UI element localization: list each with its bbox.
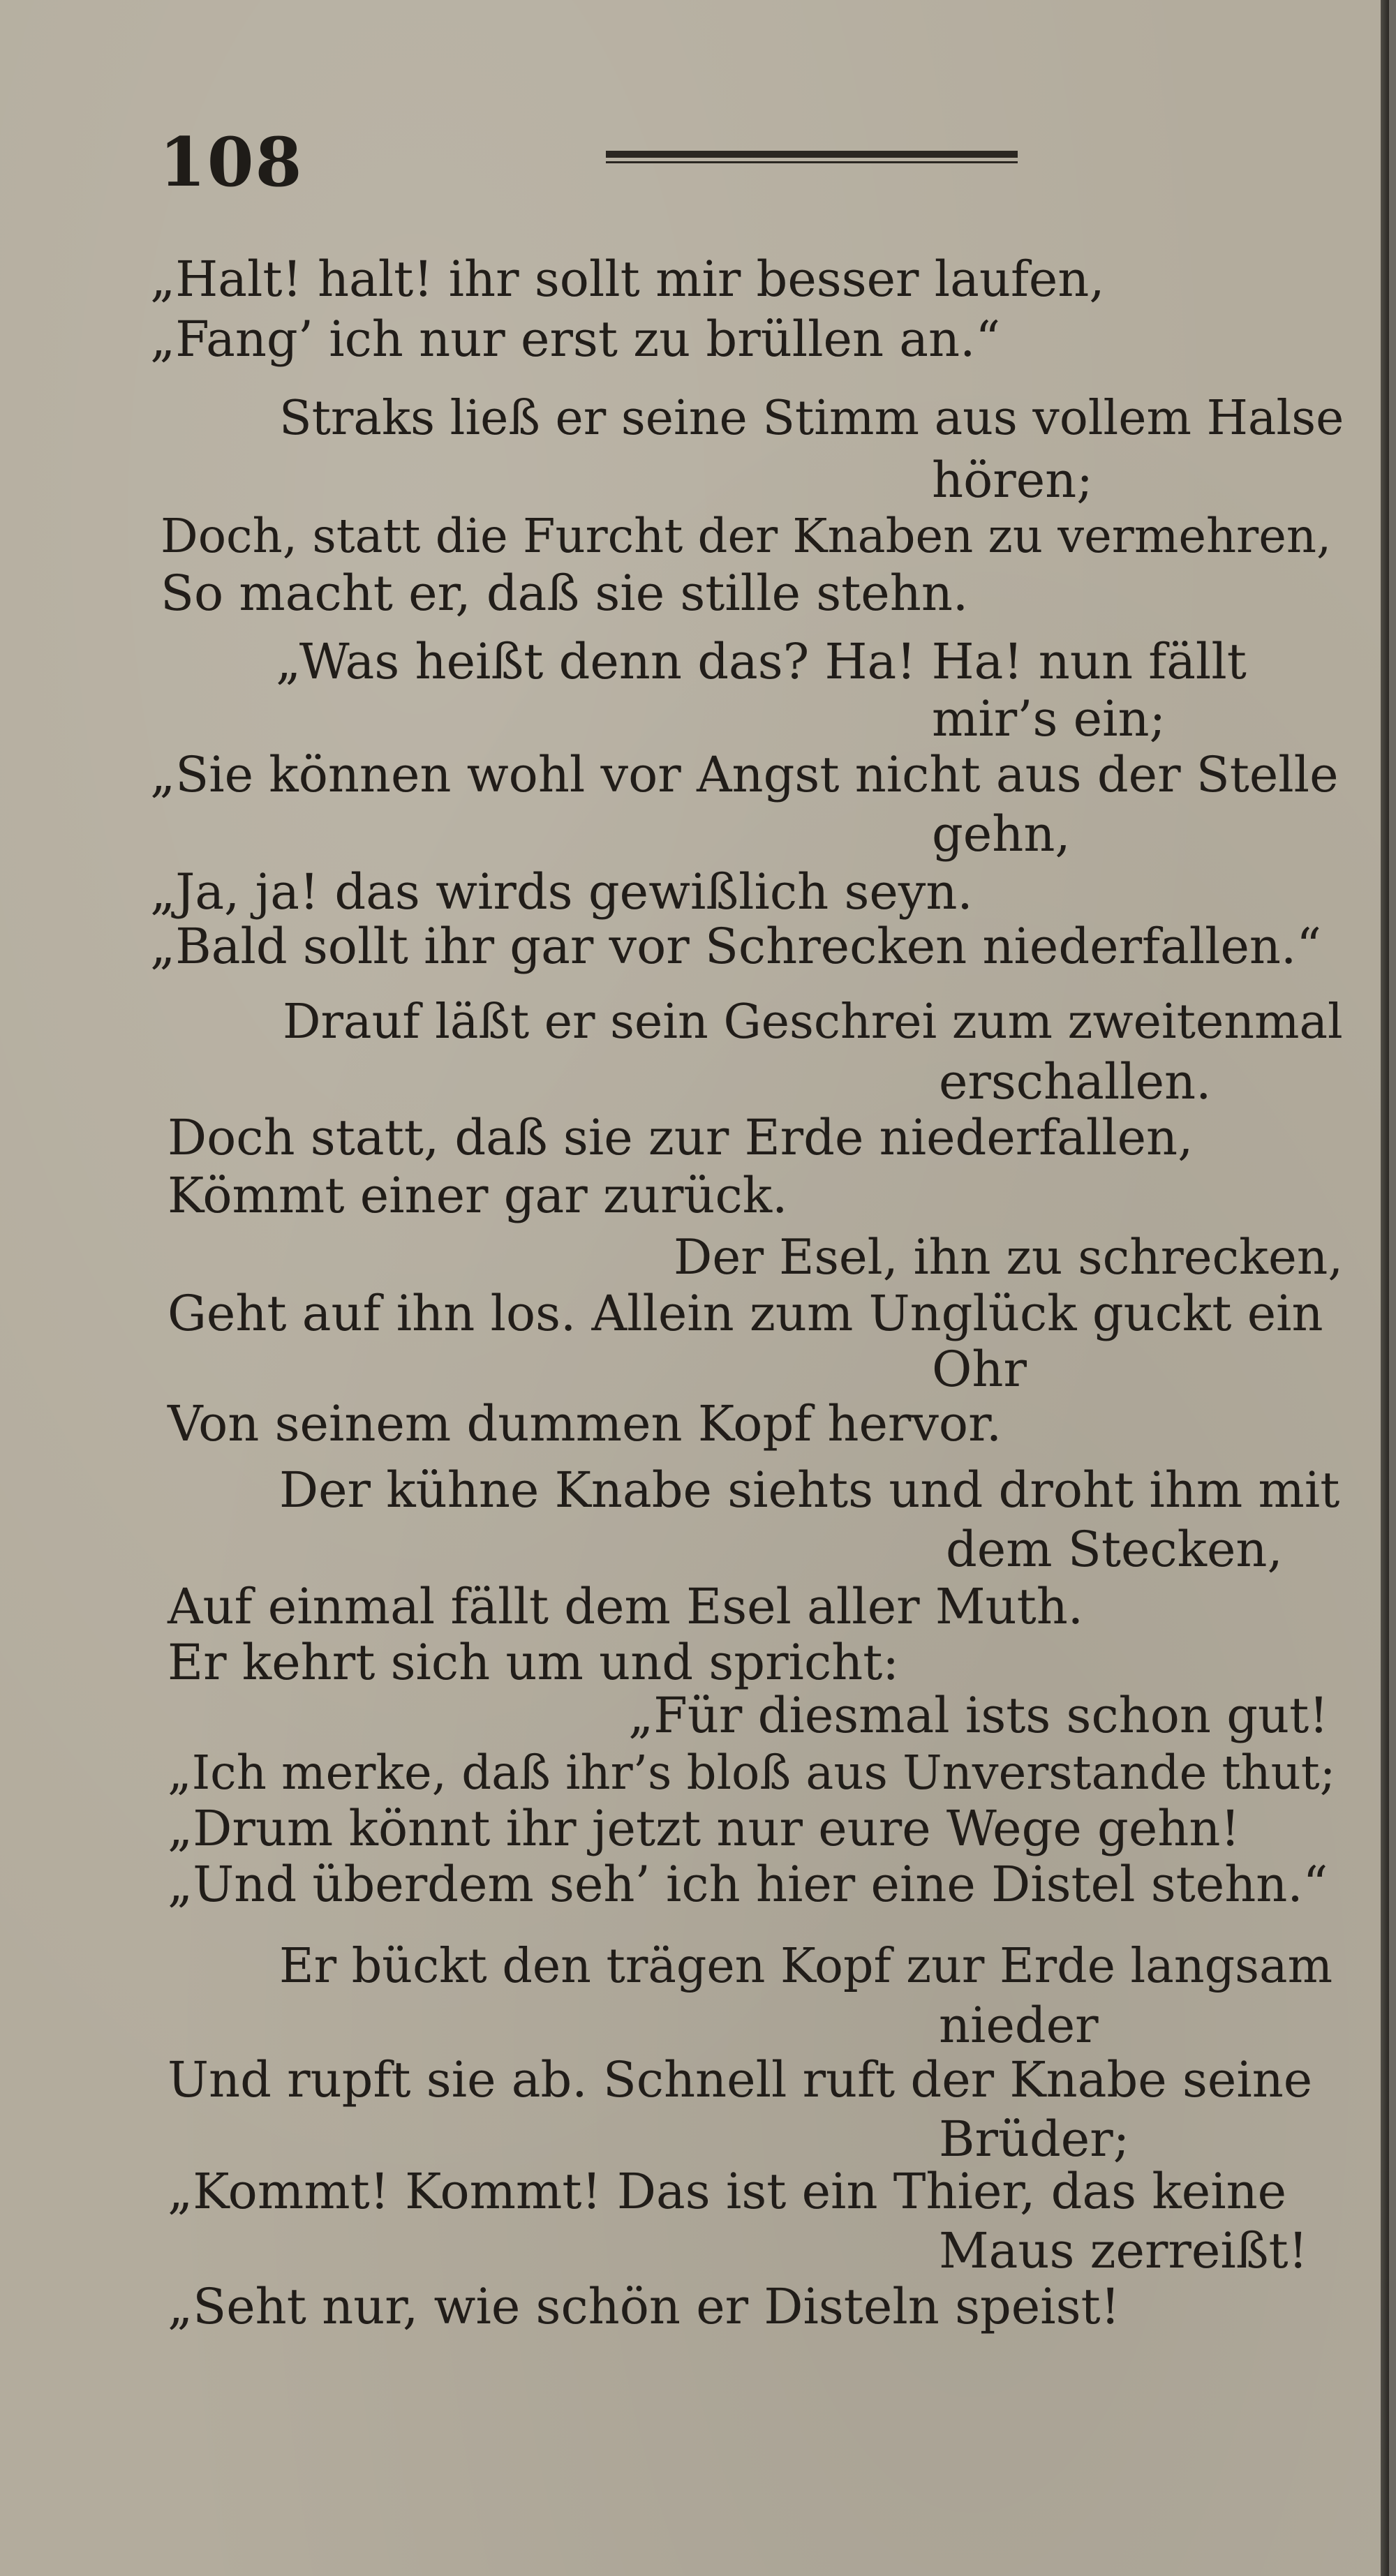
poem-line: „Fang’ ich nur erst zu brüllen an.“ xyxy=(150,311,1001,368)
poem-line: „Halt! halt! ihr sollt mir besser laufen, xyxy=(150,251,1105,308)
poem-line: Drauf läßt er sein Geschrei zum zweitenmal xyxy=(283,995,1343,1050)
page-header xyxy=(159,124,1276,201)
poem-line: „Seht nur, wie schön er Disteln speist! xyxy=(168,2278,1120,2335)
poem-line: „Ja, ja! das wirds gewißlich seyn. xyxy=(150,863,973,921)
poem-line: „Und überdem seh’ ich hier eine Distel stehn.“ xyxy=(168,1856,1328,1913)
poem-line: „Was heißt denn das? Ha! Ha! nun fällt xyxy=(276,633,1247,690)
poem-line: Er kehrt sich um und spricht: xyxy=(168,1634,899,1691)
poem-line: Ohr xyxy=(932,1341,1027,1398)
page-number: 108 xyxy=(159,123,304,202)
header-rule xyxy=(606,151,1018,163)
poem-line: mir’s ein; xyxy=(932,690,1166,747)
poem-line: „Sie können wohl vor Angst nicht aus der Stelle xyxy=(150,746,1339,803)
poem-line: So macht er, daß sie stille stehn. xyxy=(161,565,969,622)
poem-line: „Ich merke, daß ihr’s bloß aus Unverstande thut; xyxy=(168,1745,1336,1800)
poem-line: nieder xyxy=(939,1997,1099,2054)
poem-line: Er bückt den trägen Kopf zur Erde langsam xyxy=(279,1939,1333,1994)
poem-line: erschallen. xyxy=(939,1053,1212,1110)
poem-line: Doch, statt die Furcht der Knaben zu vermehren, xyxy=(161,509,1332,563)
poem-line: Der kühne Knabe siehts und droht ihm mit xyxy=(279,1461,1340,1519)
poem-line: hören; xyxy=(932,452,1093,509)
poem-line: Geht auf ihn los. Allein zum Unglück guckt ein xyxy=(168,1285,1323,1342)
poem-line: Der Esel, ihn zu schrecken, xyxy=(674,1230,1344,1286)
page-edge-shadow xyxy=(1381,0,1389,2576)
poem-line: gehn, xyxy=(932,805,1071,863)
poem-line: Brüder; xyxy=(939,2110,1130,2168)
poem-line: Maus zerreißt! xyxy=(939,2222,1308,2279)
poem-line: Kömmt einer gar zurück. xyxy=(168,1167,788,1224)
poem-line: dem Stecken, xyxy=(946,1521,1283,1578)
poem-line: Von seinem dummen Kopf hervor. xyxy=(168,1395,1002,1452)
poem-line: Und rupft sie ab. Schnell ruft der Knabe seine xyxy=(168,2051,1313,2108)
poem-line: Doch statt, daß sie zur Erde niederfallen, xyxy=(168,1109,1194,1166)
poem-line: „Für diesmal ists schon gut! xyxy=(628,1687,1329,1744)
poem-line: Auf einmal fällt dem Esel aller Muth. xyxy=(168,1578,1084,1635)
poem-line: „Drum könnt ihr jetzt nur eure Wege gehn! xyxy=(168,1800,1240,1857)
poem-line: „Kommt! Kommt! Das ist ein Thier, das keine xyxy=(168,2163,1287,2220)
poem-line: Straks ließ er seine Stimm aus vollem Halse xyxy=(279,391,1344,446)
poem-line: „Bald sollt ihr gar vor Schrecken niederfallen.“ xyxy=(150,918,1322,975)
